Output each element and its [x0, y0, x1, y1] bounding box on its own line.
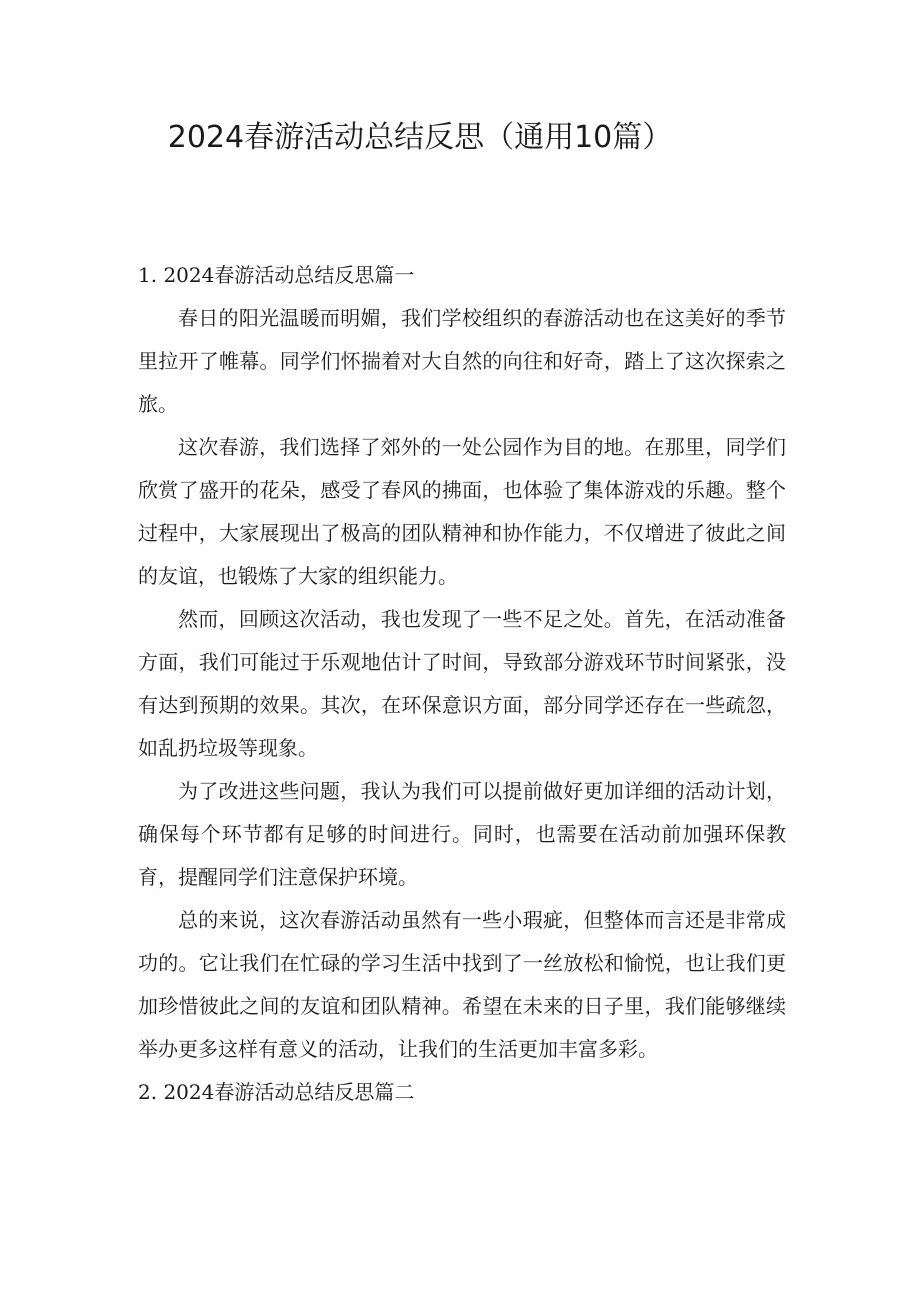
document-title: 2024春游活动总结反思（通用10篇） [167, 120, 673, 155]
section-heading-2: 2. 2024春游活动总结反思篇二 [138, 1080, 415, 1104]
document-body [138, 254, 786, 1114]
section-heading-1: 1. 2024春游活动总结反思篇一 [138, 263, 415, 287]
paragraph: 这次春游，我们选择了郊外的一处公园作为目的地。在那里，同学们欣赏了盛开的花朵，感受了春风的拂面，也体验了集体游戏的乐趣。整个过程中，大家展现出了极高的团队精神和协作能力，不仅增进了彼此之间的友谊，也锻炼了大家的组织能力。 [138, 435, 786, 588]
paragraph: 然而，回顾这次活动，我也发现了一些不足之处。首先，在活动准备方面，我们可能过于乐观地估计了时间，导致部分游戏环节时间紧张，没有达到预期的效果。其次，在环保意识方面，部分同学还存在一些疏忽，如乱扔垃圾等现象。 [138, 607, 786, 760]
paragraph: 春日的阳光温暖而明媚，我们学校组织的春游活动也在这美好的季节里拉开了帷幕。同学们怀揣着对大自然的向往和好奇，踏上了这次探索之旅。 [138, 306, 786, 416]
paragraph: 总的来说，这次春游活动虽然有一些小瑕疵，但整体而言还是非常成功的。它让我们在忙碌的学习生活中找到了一丝放松和愉悦，也让我们更加珍惜彼此之间的友谊和团队精神。希望在未来的日子里，我们能够继续举办更多这样有意义的活动，让我们的生活更加丰富多彩。 [138, 908, 786, 1061]
paragraph: 为了改进这些问题，我认为我们可以提前做好更加详细的活动计划，确保每个环节都有足够的时间进行。同时，也需要在活动前加强环保教育，提醒同学们注意保护环境。 [138, 779, 786, 889]
